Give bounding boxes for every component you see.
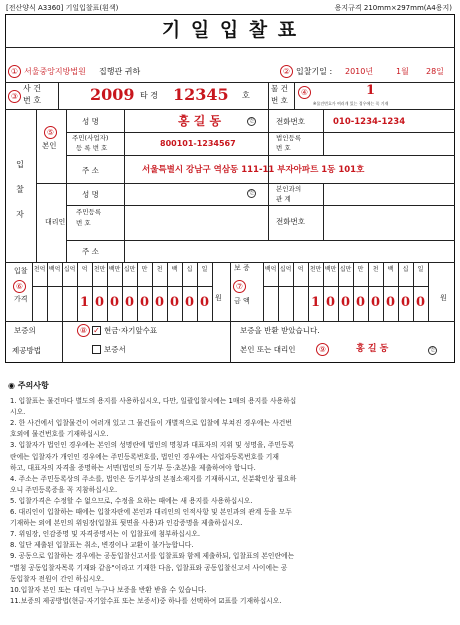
deposit-label-1: 보 증 xyxy=(234,264,250,272)
divider xyxy=(66,205,455,206)
divider xyxy=(66,109,67,183)
form-code: [전산양식 A3360] 기일입찰표(흰색) xyxy=(6,4,119,12)
case-number: 12345 xyxy=(173,85,229,104)
case-year-suffix: 타 경 xyxy=(140,91,158,100)
note-line: 9. 공동으로 입찰하는 경우에는 공동입찰신고서를 입찰표와 함께 제출하되, 입찰표의 본인란에는 xyxy=(10,552,295,561)
bid-price-label-2: 가격 xyxy=(14,295,28,303)
divider xyxy=(5,47,455,48)
note-line: 8. 일단 제출된 입찰표는 취소, 변경이나 교환이 불가능합니다. xyxy=(10,541,194,550)
note-line: 11.보증의 제공방법(현금·자기앞수표 또는 보증서)중 하나를 선택하여 ☑표를 기재하십시오. xyxy=(10,596,282,605)
divider xyxy=(263,286,428,287)
bid-date-day: 28일 xyxy=(426,67,444,76)
bid-column-header: 천 xyxy=(156,266,163,273)
deposit-column-header: 일 xyxy=(417,266,424,273)
note-line: 5. 입찰가격은 수정할 수 없으므로, 수정을 요하는 때에는 새 용지를 사용하십시오. xyxy=(10,496,253,505)
agent-phone-label: 전화번호 xyxy=(276,217,305,226)
relation-label-2: 관 계 xyxy=(276,195,291,203)
bid-column-header: 십억 xyxy=(63,266,76,273)
note-line: 4. 주소는 주민등록상의 주소를, 법인은 등기부상의 본점소재지를 기재하시고, 신분확인상 필요하 xyxy=(10,474,297,483)
bid-digit: 0 xyxy=(94,295,105,310)
divider xyxy=(323,183,324,240)
bidder-reg-no: 800101-1234567 xyxy=(160,139,236,148)
name-label: 성 명 xyxy=(82,117,99,126)
marker-6: ⑥ xyxy=(13,280,26,293)
note-line: 1. 입찰표는 물건마다 별도의 용지를 사용하십시오, 다만, 일괄입찰시에는 1매의 용지를 사용하십 xyxy=(10,397,297,405)
divider xyxy=(58,82,59,109)
form-title: 기 일 입 찰 표 xyxy=(161,19,299,41)
deposit-digit: 0 xyxy=(415,295,426,310)
divider xyxy=(66,155,455,156)
deposit-column-header: 억 xyxy=(297,266,304,273)
divider xyxy=(268,183,269,240)
note-line: 2. 한 사건에서 입찰물건이 여러개 있고 그 물건들이 개별적으로 입찰에 부쳐진 경우에는 사건번 xyxy=(10,419,292,428)
agent-name-label: 성 명 xyxy=(82,190,99,199)
divider xyxy=(230,321,231,363)
bid-digit: 0 xyxy=(154,295,165,310)
note-line: 동입찰자 전원이 간인 하십시오. xyxy=(10,574,104,583)
phone-label: 전화번호 xyxy=(276,117,305,126)
note-line: 6. 대리인이 입찰하는 때에는 입찰자란에 본인과 대리인의 인적사항 및 본인과의 관계 등을 모두 xyxy=(10,508,292,516)
bidder-phone: 010-1234-1234 xyxy=(333,117,406,127)
bid-digit: 0 xyxy=(184,295,195,310)
case-year: 2009 xyxy=(90,85,135,104)
signer-label: 본인 또는 대리인 xyxy=(240,345,296,354)
divider xyxy=(268,82,269,109)
deposit-digit: 0 xyxy=(385,295,396,310)
agent-addr-label: 주 소 xyxy=(82,247,99,256)
deposit-column-header: 십 xyxy=(402,266,409,273)
seal-mark: 인 xyxy=(428,346,437,355)
bid-column-header: 억 xyxy=(81,266,88,273)
bid-date-month: 1월 xyxy=(396,67,409,76)
notes-heading: ◉ 주의사항 xyxy=(8,381,49,390)
note-line: 기재하는 외에 본인의 위임장(입찰표 뒷면을 사용)과 인감증명을 제출하십시오. xyxy=(10,519,243,528)
marker-5: ⑤ xyxy=(44,126,57,139)
deposit-digit: 0 xyxy=(355,295,366,310)
return-text: 보증을 반환 받았습니다. xyxy=(240,326,320,335)
marker-9: ⑨ xyxy=(316,343,329,356)
divider xyxy=(32,286,212,287)
note-line: 7. 위임장, 인감증명 및 자격증명서는 이 입찰표에 첨부하십시오. xyxy=(10,530,201,539)
bid-price-label-1: 입찰 xyxy=(14,267,28,275)
paper-spec: 용지규격 210mm×297mm(A4용지) xyxy=(334,4,452,12)
bid-date-year: 2010년 xyxy=(345,67,374,76)
note-line: 10.입찰자 본인 또는 대리인 누구나 보증을 반환 받을 수 있습니다. xyxy=(10,585,207,594)
bid-date-label: 입찰기일 : xyxy=(296,67,333,76)
divider xyxy=(323,132,324,155)
deposit-column-header: 백 xyxy=(387,266,394,273)
note-line: 시오. xyxy=(10,408,26,417)
deposit-unit: 원 xyxy=(440,294,447,302)
addr-label: 주 소 xyxy=(82,166,99,175)
bid-column-header: 백 xyxy=(171,266,178,273)
divider xyxy=(62,321,63,363)
signer-name: 홍 길 동 xyxy=(356,344,389,354)
note-line: 하고, 대표자의 자격을 증명하는 서면(법인의 등기부 등·초본)을 제출하여야 합니다. xyxy=(10,463,256,472)
deposit-column-header: 십억 xyxy=(279,266,292,273)
bidder-address: 서울특별시 강남구 역삼동 111-11 부자아파트 1동 101호 xyxy=(142,165,365,175)
deposit-column-header: 백만 xyxy=(324,266,337,273)
method-label-1: 보증의 xyxy=(14,326,36,335)
corp-label-1: 법인등록 xyxy=(276,134,302,142)
seal-mark: 인 xyxy=(247,117,256,126)
note-line: "별첨 공동입찰자목록 기재와 같음"이라고 기재한 다음, 입찰표와 공동입찰신고서 사이에는 공 xyxy=(10,563,288,572)
note-line: 란에는 입찰자가 개인인 경우에는 주민등록번호를, 법인인 경우에는 사업자등록번호를 기재 xyxy=(10,452,279,461)
option-cash-label: 현금·자기앞수표 xyxy=(104,326,158,335)
bid-digit: 0 xyxy=(139,295,150,310)
deposit-column-header: 천 xyxy=(372,266,379,273)
cash-checkbox[interactable]: ✓ xyxy=(93,326,100,335)
divider xyxy=(66,183,67,262)
case-label-1: 사 건 xyxy=(23,84,41,93)
bid-digit: 0 xyxy=(109,295,120,310)
principal-label: 본인 xyxy=(42,141,57,150)
marker-2: ② xyxy=(280,65,293,78)
guarantee-checkbox[interactable] xyxy=(92,345,101,354)
bid-column-header: 십 xyxy=(186,266,193,273)
bid-digit: 0 xyxy=(169,295,180,310)
divider xyxy=(230,262,231,321)
deposit-digit: 1 xyxy=(310,295,321,310)
item-label-2: 번 호 xyxy=(271,96,288,105)
deposit-column-header: 백억 xyxy=(264,266,277,273)
deposit-digit: 0 xyxy=(400,295,411,310)
option-guarantee-label: 보증서 xyxy=(104,345,126,354)
bid-column-header: 천억 xyxy=(33,266,46,273)
reg-label-2: 등 록 번 호 xyxy=(76,144,108,152)
method-label-2: 제공방법 xyxy=(12,346,41,355)
bid-column-header: 천만 xyxy=(93,266,106,273)
note-line: 오니 주민등록증을 꼭 지참하십시오. xyxy=(10,485,118,494)
deposit-column-header: 십만 xyxy=(339,266,352,273)
seal-mark: 인 xyxy=(247,189,256,198)
note-line: 3. 입찰자가 법인인 경우에는 본인의 성명란에 법인의 명칭과 대표자의 지위 및 성명을, 주민등록 xyxy=(10,441,295,450)
case-label-2: 번 호 xyxy=(23,96,41,105)
agent-label: 대리인 xyxy=(45,218,66,226)
item-number: 1 xyxy=(366,83,376,98)
bid-column-header: 일 xyxy=(201,266,208,273)
item-label-1: 물 건 xyxy=(271,84,288,93)
bidder-section-label: 입 찰 자 xyxy=(16,160,24,219)
deposit-column-header: 천만 xyxy=(309,266,322,273)
marker-3: ③ xyxy=(8,90,21,103)
divider xyxy=(212,262,213,321)
note-line: 호외에 물건번호를 기재하십시오. xyxy=(10,430,109,439)
divider xyxy=(36,109,37,262)
court-name: 서울중앙지방법원 xyxy=(24,67,86,76)
divider xyxy=(428,262,429,321)
bid-digit: 0 xyxy=(124,295,135,310)
bid-column-header: 백억 xyxy=(48,266,61,273)
deposit-digit: 0 xyxy=(325,295,336,310)
bid-digit: 1 xyxy=(79,295,90,310)
deposit-digit: 0 xyxy=(370,295,381,310)
bid-digit: 0 xyxy=(199,295,210,310)
divider xyxy=(66,132,455,133)
divider xyxy=(323,109,324,132)
item-note: ※물건번호가 여러개 있는 경우에는 꼭 기재 xyxy=(313,101,389,106)
bidder-name: 홍 길 동 xyxy=(178,114,222,128)
marker-4: ④ xyxy=(298,86,311,99)
deposit-column-header: 만 xyxy=(357,266,364,273)
marker-1: ① xyxy=(8,65,21,78)
divider xyxy=(5,82,455,83)
marker-7: ⑦ xyxy=(233,280,246,293)
divider xyxy=(36,183,455,184)
agent-reg-label-1: 주민등록 xyxy=(76,208,102,216)
marker-8: ⑧ xyxy=(77,324,90,337)
corp-label-2: 번 호 xyxy=(276,144,291,152)
bid-column-header: 십만 xyxy=(123,266,136,273)
deposit-digit: 0 xyxy=(340,295,351,310)
bid-column-header: 백만 xyxy=(108,266,121,273)
bid-unit: 원 xyxy=(215,294,222,302)
case-number-suffix: 호 xyxy=(242,91,250,100)
agent-reg-label-2: 번 호 xyxy=(76,219,91,227)
deposit-label-2: 금 액 xyxy=(234,297,250,305)
court-suffix: 집행관 귀하 xyxy=(99,67,141,76)
bid-column-header: 만 xyxy=(141,266,148,273)
reg-label-1: 주민(사업자) xyxy=(72,134,109,142)
divider xyxy=(66,240,455,241)
divider xyxy=(5,109,455,110)
relation-label-1: 본인과의 xyxy=(276,185,302,193)
divider xyxy=(294,82,295,109)
